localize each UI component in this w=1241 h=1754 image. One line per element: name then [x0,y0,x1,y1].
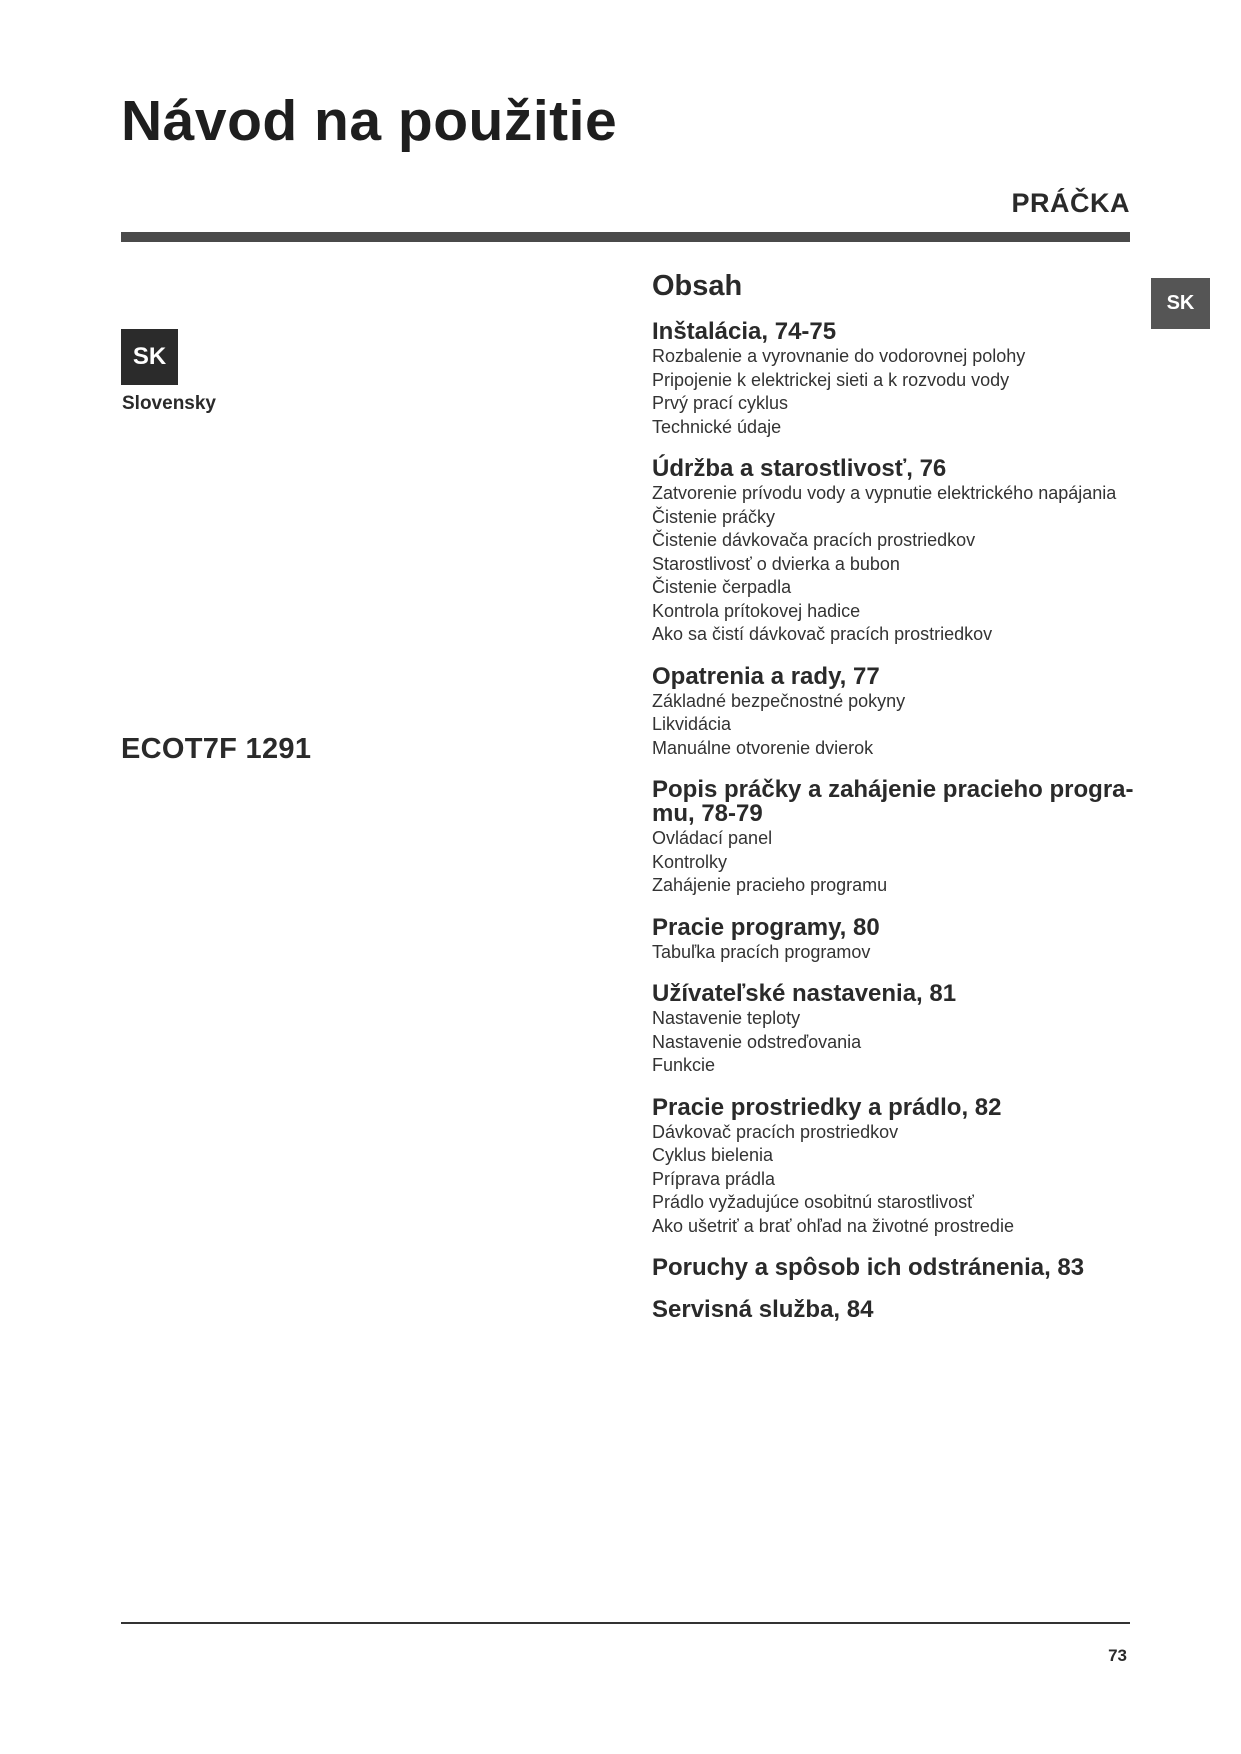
toc-heading: Obsah [652,270,743,302]
toc-section-title: Pracie programy, 80 [652,913,880,941]
toc-item: Čistenie dávkovača pracích prostriedkov [652,530,976,550]
header-divider [121,232,1130,242]
toc-section-title: Inštalácia, 74-75 [652,318,837,345]
language-side-tab: SK [1151,278,1210,329]
toc-section [652,982,1142,1078]
toc-item: Likvidácia [652,714,732,734]
product-type-label: PRÁČKA [1011,188,1130,218]
toc-section-title: Pracie prostriedky a prádlo, 82 [652,1093,1002,1121]
toc-item: Nastavenie odstreďovania [652,1031,862,1052]
toc-item: Manuálne otvorenie dvierok [652,737,874,758]
toc-section-title: Poruchy a spôsob ich odstránenia, 83 [652,1254,1085,1281]
toc-item-list [652,827,1142,898]
language-code-badge: SK [121,329,178,385]
page-number: 73 [1108,1646,1127,1665]
toc-item-list [652,345,1142,439]
toc-item: Starostlivosť o dvierka a bubon [652,553,900,574]
toc-section [652,1093,1142,1239]
toc-item: Ako ušetriť a brať ohľad na životné prostredie [652,1215,1014,1236]
toc-item: Pripojenie k elektrickej sieti a k rozvodu vody [652,369,1010,390]
table-of-contents [652,270,1142,1340]
toc-item-list [652,1121,1142,1239]
toc-item: Rozbalenie a vyrovnanie do vodorovnej polohy [652,346,1026,366]
toc-item: Kontrolky [652,851,728,872]
toc-item: Ako sa čistí dávkovač pracích prostriedkov [652,624,993,644]
toc-item: Čistenie čerpadla [652,577,792,597]
model-number: ECOT7F 1291 [121,733,312,765]
toc-item: Technické údaje [652,416,782,437]
toc-section [652,662,1142,761]
toc-item-list [652,482,1142,647]
toc-item: Ovládací panel [652,828,773,848]
toc-section-title: Servisná služba, 84 [652,1296,874,1323]
toc-item: Zatvorenie prívodu vody a vypnutie elektrického napájania [652,483,1117,503]
toc-item: Zahájenie pracieho programu [652,875,888,895]
toc-section [652,1256,1142,1280]
toc-section [652,778,1142,898]
toc-item: Čistenie práčky [652,506,776,527]
toc-section [652,457,1142,647]
toc-section [652,1298,1142,1322]
toc-item: Funkcie [652,1055,716,1075]
toc-section [652,320,1142,439]
language-name: Slovensky [122,393,216,414]
toc-item: Základné bezpečnostné pokyny [652,690,906,711]
toc-section [652,913,1142,965]
toc-item-list [652,941,1142,965]
toc-section-title: Popis práčky a zahájenie pracieho progra- mu, 78-79 [652,776,1134,827]
toc-section-title: Opatrenia a rady, 77 [652,662,880,690]
document-title: Návod na použitie [121,89,618,153]
toc-item-list [652,690,1142,761]
toc-item: Nastavenie teploty [652,1008,801,1028]
toc-item: Prvý prací cyklus [652,393,789,413]
toc-item: Cyklus bielenia [652,1145,774,1165]
toc-item: Prádlo vyžadujúce osobitnú starostlivosť [652,1192,974,1212]
toc-item: Tabuľka pracích programov [652,941,871,962]
toc-item: Dávkovač pracích prostriedkov [652,1121,899,1142]
footer-divider [121,1622,1130,1624]
toc-section-title: Užívateľské nastavenia, 81 [652,980,957,1007]
toc-section-title: Údržba a starostlivosť, 76 [652,455,947,482]
toc-item-list [652,1007,1142,1078]
toc-item: Príprava prádla [652,1168,776,1189]
toc-sections [652,320,1142,1322]
toc-item: Kontrola prítokovej hadice [652,600,861,621]
